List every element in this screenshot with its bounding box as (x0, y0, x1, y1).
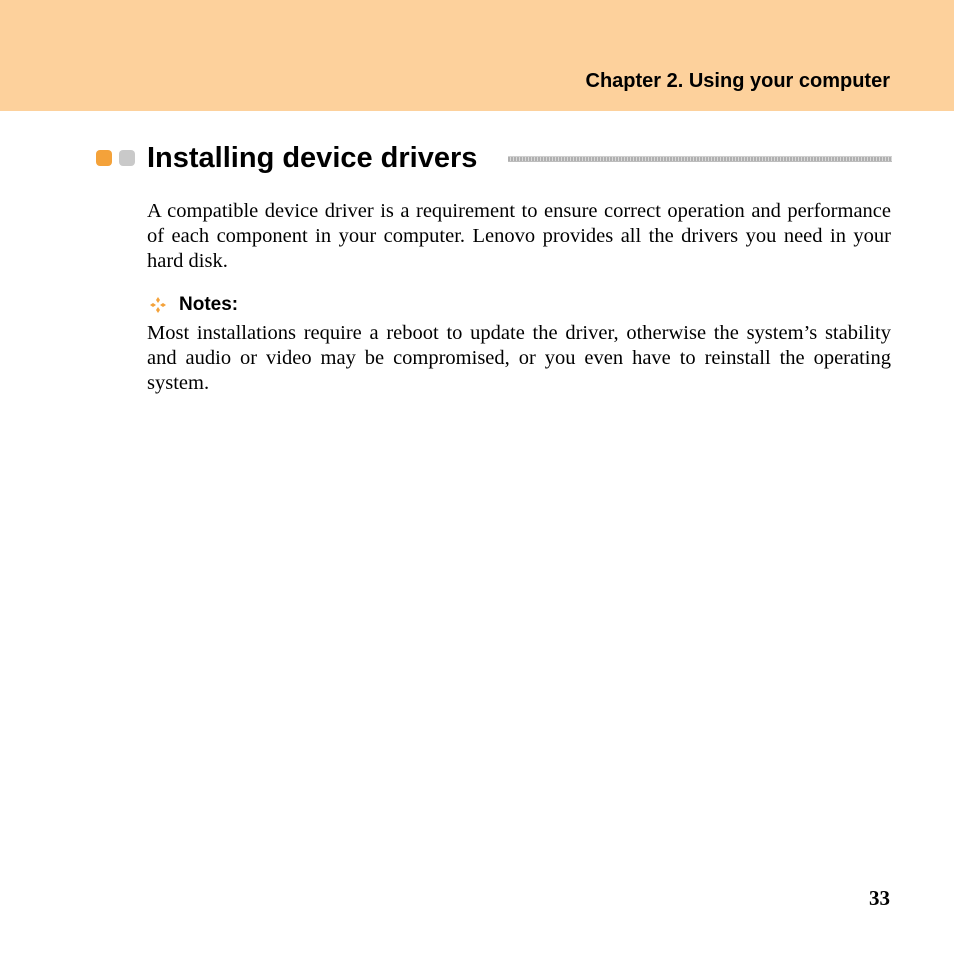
orange-square-bullet-icon (96, 150, 112, 166)
heading-divider (508, 156, 892, 162)
section-heading (96, 138, 892, 178)
page-number: 33 (869, 886, 890, 910)
section-title: Installing device drivers (147, 142, 478, 174)
chapter-title: Chapter 2. Using your computer (585, 70, 890, 92)
intro-paragraph: A compatible device driver is a requirement to ensure correct operation and performance of each component in your computer. Lenovo provides all the drivers you need in your hard disk. (147, 200, 891, 272)
notes-paragraph: Most installations require a reboot to update the driver, otherwise the system’s stability and audio or video may be compromised, or you even have to reinstall the operating system. (147, 322, 891, 394)
diamond-cluster-icon (149, 296, 167, 314)
notes-label: Notes: (179, 294, 239, 315)
gray-square-bullet-icon (119, 150, 135, 166)
header-band (0, 0, 954, 111)
